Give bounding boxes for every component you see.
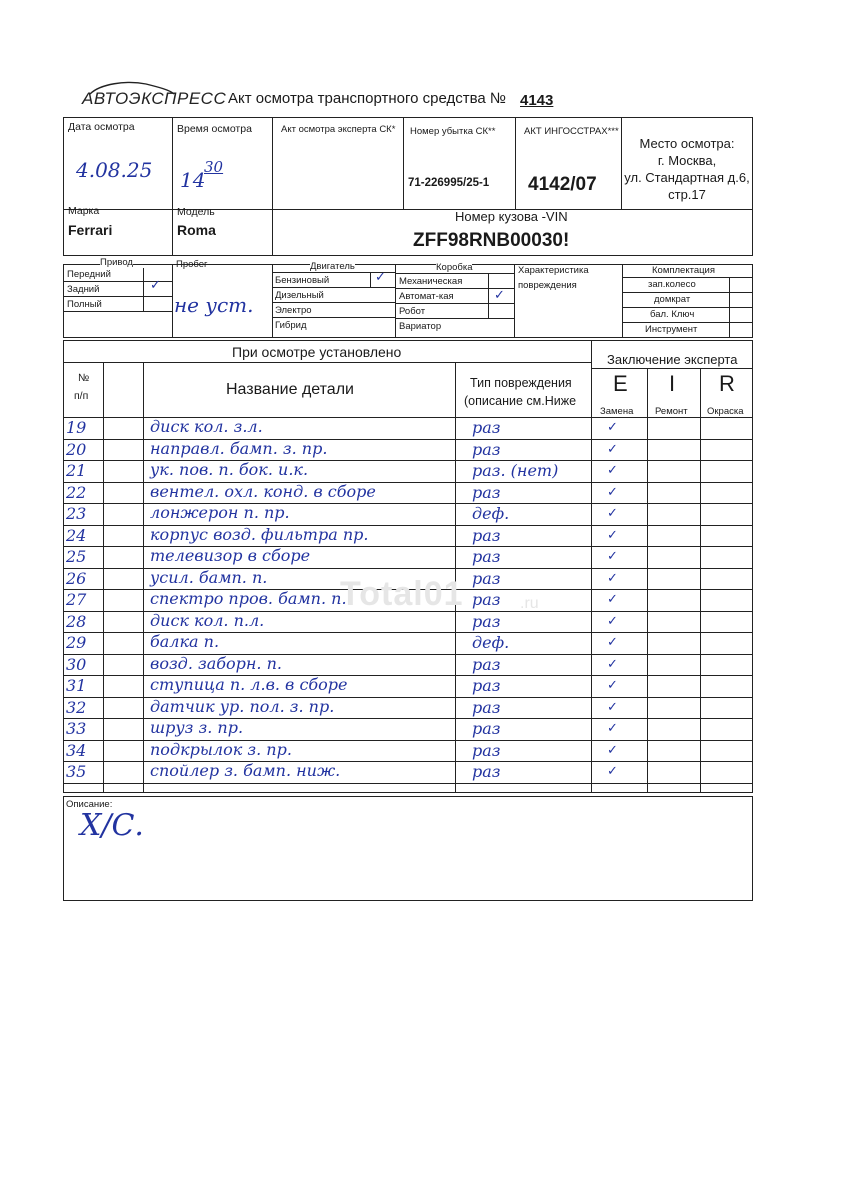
row-part-name: вентел. охл. конд. в сборе [150, 482, 376, 501]
row-number: 31 [66, 676, 87, 695]
row-part-name: подкрылок з. пр. [150, 740, 292, 759]
row-replace-check: ✓ [607, 700, 618, 715]
row-damage-type: раз [472, 483, 501, 502]
vin-label: Номер кузова -VIN [455, 209, 568, 224]
drive-full: Полный [67, 299, 102, 310]
row-part-name: усил. бамп. п. [150, 568, 268, 587]
col-repair-label: Ремонт [655, 406, 688, 417]
row-damage-type: деф. [472, 504, 510, 523]
time-label: Время осмотра [177, 123, 252, 135]
row-number: 26 [66, 569, 87, 588]
row-number: 22 [66, 483, 87, 502]
row-number: 34 [66, 741, 87, 760]
place-line-2: г. Москва, [657, 153, 717, 168]
document-title: Акт осмотра транспортного средства № [228, 90, 507, 107]
make-value: Ferrari [68, 222, 113, 238]
row-replace-check: ✓ [607, 592, 618, 607]
damage-type-header-2: (описание см.Ниже [464, 394, 577, 408]
row-damage-type: раз [472, 418, 501, 437]
date-label: Дата осмотра [68, 121, 135, 133]
col-repair-letter: I [669, 371, 676, 396]
damage-char-line-1: Характеристика [518, 265, 589, 276]
damage-type-header-1: Тип повреждения [470, 376, 572, 390]
vehicle-row [63, 209, 753, 256]
watermark-suffix: .ru [520, 595, 539, 612]
row-replace-check: ✓ [607, 657, 618, 672]
ingosstrakh-label: АКТ ИНГОССТРАХ*** [524, 126, 619, 137]
col-paint-label: Окраска [707, 406, 744, 417]
loss-number-label: Номер убытка СК** [410, 126, 496, 137]
document-number: 4143 [520, 92, 554, 109]
drive-title: Привод [100, 257, 133, 268]
row-part-name: ук. пов. п. бок. и.к. [150, 460, 309, 479]
col-replace-label: Замена [600, 406, 634, 417]
row-part-name: направл. бамп. з. пр. [150, 439, 328, 458]
row-number: 19 [66, 418, 87, 437]
row-part-name: телевизор в сборе [150, 546, 311, 565]
col-paint-letter: R [719, 371, 735, 396]
row-number: 29 [66, 633, 87, 652]
place-line-3: ул. Стандартная д.6, [624, 170, 750, 185]
row-replace-check: ✓ [607, 614, 618, 629]
row-damage-type: раз [472, 762, 501, 781]
row-damage-type: раз [472, 526, 501, 545]
row-part-name: ступица п. л.в. в сборе [150, 675, 348, 694]
company-logo [82, 80, 227, 114]
date-value: 4.08.25 [76, 158, 153, 182]
row-damage-type: раз [472, 569, 501, 588]
loss-number-value: 71-226995/25-1 [408, 177, 490, 189]
gearbox-title: Коробка [436, 262, 473, 273]
gearbox-robot: Робот [399, 306, 426, 317]
row-divider [63, 783, 753, 784]
place-line-1: Место осмотра: [639, 136, 735, 151]
row-damage-type: раз [472, 547, 501, 566]
gearbox-manual: Механическая [399, 276, 463, 287]
gearbox-automatic-check: ✓ [494, 288, 505, 303]
row-replace-check: ✓ [607, 442, 618, 457]
logo-text: АВТОЭКСПРЕСС [82, 89, 227, 108]
damage-char-line-2: повреждения [518, 280, 577, 291]
conclusion-label: Заключение эксперта [607, 352, 738, 367]
engine-petrol-check: ✓ [375, 270, 386, 285]
row-part-name: возд. заборн. п. [150, 654, 282, 673]
description-box [63, 796, 753, 901]
established-label: При осмотре установлено [232, 344, 402, 360]
row-number: 27 [66, 590, 87, 609]
row-part-name: лонжерон п. пр. [150, 503, 290, 522]
ingosstrakh-value: 4142/07 [528, 174, 597, 195]
kit-title: Комплектация [652, 265, 716, 276]
row-damage-type: раз [472, 655, 501, 674]
row-damage-type: раз [472, 698, 501, 717]
row-number: 24 [66, 526, 87, 545]
row-replace-check: ✓ [607, 420, 618, 435]
model-label: Модель [177, 206, 215, 218]
row-replace-check: ✓ [607, 485, 618, 500]
place-line-4: стр.17 [668, 187, 706, 202]
row-replace-check: ✓ [607, 528, 618, 543]
watermark: Total01 [340, 575, 464, 613]
model-value: Roma [177, 222, 216, 238]
col-replace-letter: E [613, 371, 628, 396]
row-part-name: спойлер з. бамп. ниж. [150, 761, 341, 780]
engine-petrol: Бензиновый [275, 275, 330, 286]
row-damage-type: раз [472, 741, 501, 760]
time-value: 14 [180, 168, 206, 192]
inspection-place [622, 135, 752, 203]
description-value: Х/С. [80, 808, 144, 843]
kit-jack: домкрат [654, 294, 691, 305]
row-replace-check: ✓ [607, 635, 618, 650]
drive-rear-check: ✓ [150, 278, 161, 293]
row-number: 35 [66, 762, 87, 781]
row-number: 33 [66, 719, 87, 738]
row-damage-type: раз [472, 440, 501, 459]
row-damage-type: раз [472, 719, 501, 738]
time-minutes: 30 [204, 158, 224, 176]
row-damage-type: раз. (нет) [472, 461, 559, 480]
row-replace-check: ✓ [607, 506, 618, 521]
row-replace-check: ✓ [607, 678, 618, 693]
row-number: 23 [66, 504, 87, 523]
row-part-name: корпус возд. фильтра пр. [150, 525, 369, 544]
row-number: 25 [66, 547, 87, 566]
vin-value: ZFF98RNB00030! [413, 230, 570, 251]
row-part-name: диск кол. з.л. [150, 417, 263, 436]
description-label: Описание: [66, 799, 113, 810]
row-number-label-1: № [78, 372, 90, 384]
row-replace-check: ✓ [607, 721, 618, 736]
row-number: 30 [66, 655, 87, 674]
row-replace-check: ✓ [607, 463, 618, 478]
row-part-name: шруз з. пр. [150, 718, 244, 737]
part-name-header: Название детали [226, 381, 354, 398]
engine-diesel: Дизельный [275, 290, 324, 301]
row-part-name: балка п. [150, 632, 220, 651]
row-part-name: датчик ур. пол. з. пр. [150, 697, 335, 716]
mileage-value: не уст. [174, 293, 254, 317]
row-part-name: спектро пров. бамп. п. [150, 589, 347, 608]
row-number: 21 [66, 461, 87, 480]
row-number-label-2: п/п [74, 390, 89, 402]
gearbox-cvt: Вариатор [399, 321, 442, 332]
make-label: Марка [68, 205, 100, 217]
kit-spare-wheel: зап.колесо [648, 279, 696, 290]
kit-wheel-key: бал. Ключ [650, 309, 695, 320]
row-replace-check: ✓ [607, 743, 618, 758]
row-number: 32 [66, 698, 87, 717]
engine-hybrid: Гибрид [275, 320, 307, 331]
engine-title: Двигатель [310, 261, 355, 272]
row-replace-check: ✓ [607, 571, 618, 586]
row-damage-type: раз [472, 590, 501, 609]
drive-rear: Задний [67, 284, 100, 295]
row-number: 28 [66, 612, 87, 631]
mileage-label: Пробег [176, 259, 208, 270]
kit-tools: Инструмент [645, 324, 698, 335]
row-damage-type: раз [472, 676, 501, 695]
row-number: 20 [66, 440, 87, 459]
row-replace-check: ✓ [607, 764, 618, 779]
row-part-name: диск кол. п.л. [150, 611, 265, 630]
row-damage-type: деф. [472, 633, 510, 652]
row-replace-check: ✓ [607, 549, 618, 564]
gearbox-automatic: Автомат-кая [399, 291, 454, 302]
engine-electric: Электро [275, 305, 312, 316]
expert-act-label: Акт осмотра эксперта СК* [281, 124, 396, 135]
drive-front: Передний [67, 269, 111, 280]
row-damage-type: раз [472, 612, 501, 631]
